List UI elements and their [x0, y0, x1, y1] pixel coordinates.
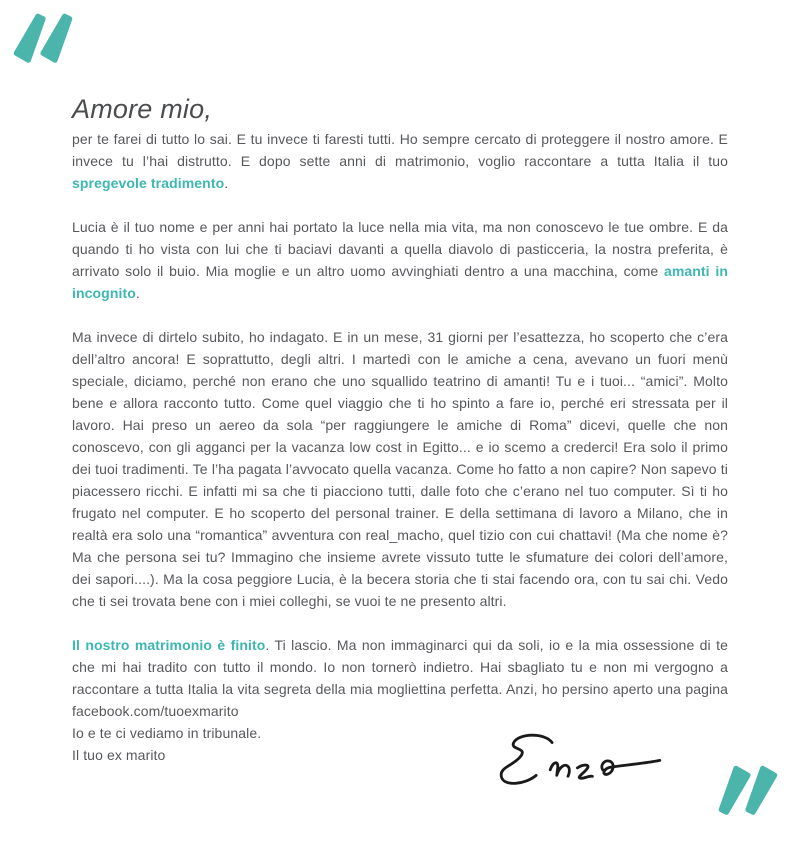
paragraph-intro-text: per te farei di tutto lo sai. E tu invece ti faresti tutti. Ho sempre cercato di proteggere il nostro amore. E invece tu l’hai distrutto. E dopo sette anni di matrimonio, voglio raccontare a tutta Italia il tuo [72, 131, 728, 169]
line-ex-marito: Il tuo ex marito [72, 747, 166, 763]
close-quote-icon [717, 756, 779, 822]
paragraph-intro [72, 128, 728, 194]
paragraph-intro-tail: . [224, 175, 229, 191]
highlight-amanti-in-incognito: amanti in incognito [72, 263, 728, 301]
paragraph-conclusione-text: . Ti lascio. Ma non immaginarci qui da soli, io e la mia ossessione di te che mi hai tradito con tutto il mondo. Io non tornerò indietro. Hai sbagliato tu e non mi vergogno a raccontare a tutta Italia la vita segreta della mia mogliettina perfetta. Anzi, ho persino aperto una pagina facebook.com/tuoexmarito [72, 637, 728, 719]
highlight-spregevole-tradimento: spregevole tradimento [72, 175, 225, 191]
line-tribunale: Io e te ci vediamo in tribunale. [72, 725, 262, 741]
paragraph-lucia [72, 216, 728, 304]
letter-salutation: Amore mio, [72, 94, 213, 124]
paragraph-lucia-text: Lucia è il tuo nome e per anni hai portato la luce nella mia vita, ma non conoscevo le tue ombre. E da quando ti ho vista con lui che ti baciavi davanti a quella diavolo di pasticceria, la nostra preferita, è arrivato solo il buio. Mia moglie e un altro uomo avvinghiati dentro a una macchina, come [72, 219, 728, 279]
paragraph-lucia-tail: . [135, 285, 140, 301]
open-quote-icon [12, 11, 74, 68]
highlight-matrimonio-finito: Il nostro matrimonio è finito [72, 637, 266, 653]
paragraph-indagine: Ma invece di dirtelo subito, ho indagato. E in un mese, 31 giorni per l’esattezza, ho scoperto che c’era dell’altro ancora! E soprattutto, degli altri. I martedì con le amiche a cena, avevano un fuori menù speciale, diciamo, perché non erano che uno squallido teatrino di amanti! Tu e i tuoi... “amici”. Molto bene e allora racconto tutto. Come quel viaggio che ti ho spinto a fare io, perché eri stressata per il lavoro. Hai preso un aereo da sola “per raggiungere le amiche di Roma” dicevi, quelle che non conoscevo, con gli agganci per la vacanza low cost in Egitto... e io scemo a crederci! Era solo il primo dei tuoi tradimenti. Te l’ha pagata l’avvocato quella vacanza. Come ho fatto a non capire? Non sapevo ti piacessero ricchi. E infatti mi sa che ti piacciono tutti, dalle foto che c’erano nel tuo computer. Sì ti ho frugato nel computer. E ho scoperto del personal trainer. E della settimana di lavoro a Milano, che in realtà era solo una “romantica” avventura con real_macho, quel tizio con cui chattavi! (Ma che nome è? Ma che persona sei tu? Immagino che insieme avrete vissuto tutte le sfumature dei colori dell’amore, dei sapori....). Ma la cosa peggiore Lucia, è la becera storia che ti stai facendo ora, con tu sai chi. Vedo che ti sei trovata bene con i miei colleghi, se vuoi te ne presento altri. [72, 329, 728, 609]
letter-content [72, 94, 728, 766]
signature-enzo [494, 726, 672, 806]
